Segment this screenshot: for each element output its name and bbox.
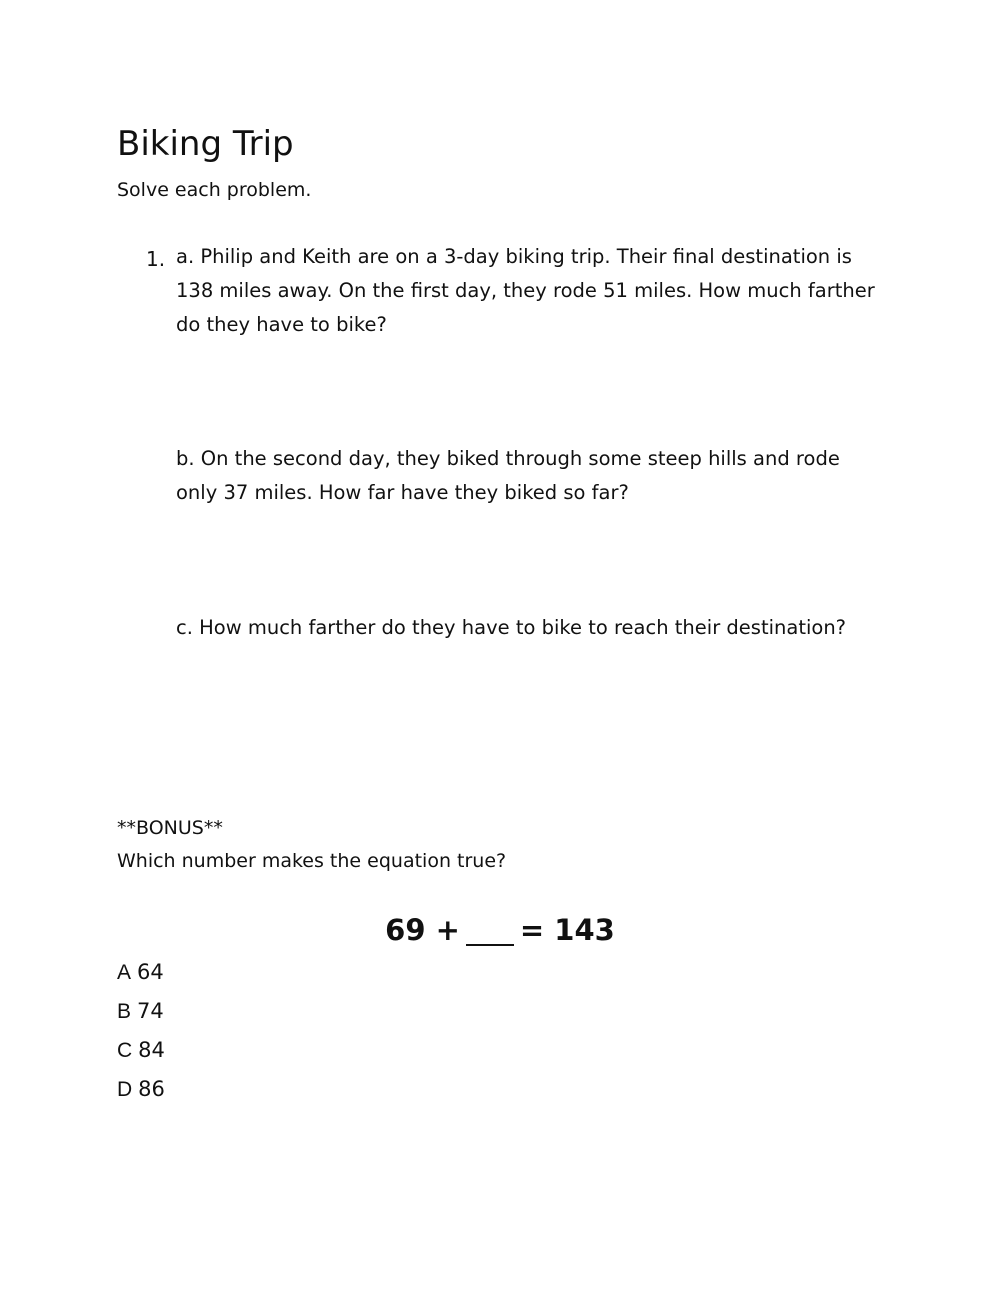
instructions-text: Solve each problem. (117, 179, 312, 201)
bonus-label: **BONUS** (117, 817, 223, 839)
problem-part-c: c. How much farther do they have to bike to reach their destination? (176, 616, 847, 639)
choice-letter: B (117, 1000, 132, 1023)
worksheet-title: Biking Trip (117, 124, 294, 164)
problem-part-a: a. Philip and Keith are on a 3-day biking trip. Their final destination is 138 miles away. On the first day, they rode 51 miles. How much farther do they have to bike? (176, 245, 875, 336)
answer-choice-d (117, 1073, 165, 1106)
choice-value: 84 (138, 1038, 165, 1062)
equation-right: = 143 (519, 913, 615, 947)
choice-value: 64 (137, 960, 164, 984)
answer-choice-b (117, 995, 164, 1028)
answer-choice-a (117, 956, 164, 989)
equation-left: 69 + (385, 913, 460, 947)
choice-letter: D (117, 1078, 133, 1101)
problem-part-b: b. On the second day, they biked through some steep hills and rode only 37 miles. How far have they biked so far? (176, 447, 840, 504)
answer-choice-c (117, 1034, 165, 1067)
problem-number: 1. (146, 247, 166, 271)
choice-letter: C (117, 1039, 133, 1062)
choice-value: 74 (137, 999, 164, 1023)
choice-value: 86 (138, 1077, 165, 1101)
bonus-equation (0, 910, 1000, 950)
choice-letter: A (117, 961, 132, 984)
equation-blank (466, 944, 514, 946)
bonus-question: Which number makes the equation true? (117, 850, 507, 872)
